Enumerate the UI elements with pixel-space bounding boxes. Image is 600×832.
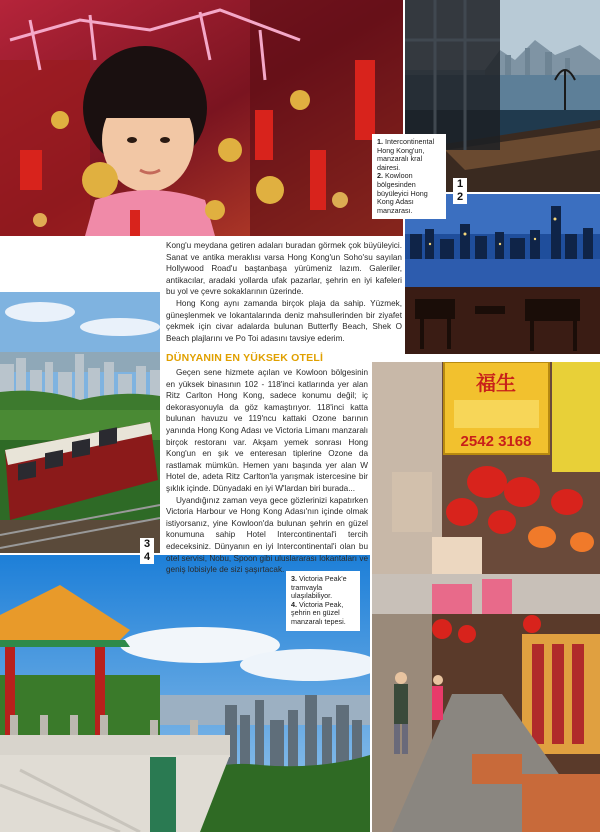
photo-number-1-2 [453, 178, 467, 204]
caption-1-number: 1. [377, 137, 383, 146]
photo-market-street [372, 574, 600, 832]
article-paragraph: Geçen sene hizmete açılan ve Kowloon bölgesinin en yüksek binasının 102 - 118'inci katlarında yer alan Ritz Carlton Hong Kong, sadece konumu değil; iç dekorasyonuyla da göz kamaştırıyor. 118'inci katta bulunan havuzu ve 119'ncu kattaki Ozone barının yanında Hong Kong Adası ve Victoria Limanı manzaralı birçok restoranı var. Akşam yemek sonrası Hong Kong'un en şık ve enteresan tiplerine Ozone da rastlamak mümkün. Hemen yanı başında yer alan W Hotel de, adeta Ritz Carlton'la yarışmak istercesine bir şıklık içinde. Dünyadaki en iyi W'lardan biri burada... [166, 368, 368, 493]
photo-girl-with-ornaments [0, 0, 403, 236]
photo-number-1: 1 [456, 178, 464, 190]
sign-phone-number: 2542 3168 [460, 433, 532, 450]
caption-3-number: 3. [291, 574, 297, 583]
photo-number-2: 2 [456, 191, 464, 203]
caption-2-text: Kowloon bölgesinden büyüleyici Hong Kong Adası manzarası. [377, 171, 428, 215]
caption-1-text: Intercontinental Hong Kong'un, manzaralı kral dairesi. [377, 137, 435, 172]
photo-number-3-4 [140, 538, 154, 564]
photo-caption-1-2 [372, 134, 446, 219]
photo-peak-tram [0, 410, 160, 553]
article-paragraph: Kong'u meydana getiren adaları buradan görmek çok büyüleyici. Sanat ve antika meraklısı varsa Hong Kong'un Soho'su sayılan Hollywood Road'u baştanbaşa yürümeniz lazım. Galeriler, antikacılar, aradaki yollarda ufak pazarlar, şehrin en iyi kafeleri bu yol ve çevre sokaklarının üzerinde. [166, 241, 402, 297]
photo-number-3: 3 [143, 538, 151, 550]
section-heading: DÜNYANIN EN YÜKSEK OTELİ [166, 352, 324, 364]
photo-street-sign-lanterns [372, 362, 600, 574]
article-main [166, 367, 368, 576]
article-paragraph: Uyandığınız zaman veya gece gözlerinizi kapatırken Victoria Harbour ve Hong Kong Adası'nın içinde olmak istiyorsanız, yine Kowloon'da bulunan şehrin en güzel konumuna sahip Hotel Intercontinental'i tercih edeceksiniz. Dünyanın en iyi Intercontinental'i olan bu otel servisi, Nobu, Spoon gibi uluslararası lokantaları ve geniş lobisiyle de sizi şaşırtacak. [166, 495, 368, 575]
caption-3-text: Victoria Peak'e tramvayla ulaşılabiliyor. [291, 574, 347, 601]
article-paragraph: Hong Kong aynı zamanda birçok plaja da sahip. Yüzmek, güneşlenmek ve lokantalarında deniz mahsullerinden bir ziyafet çekmek için civar adalarda bulunan Butterfly Beach, Shek O Beach plajlarını ve Po Toi adasını tavsiye ederim. [166, 298, 402, 343]
sign-characters: 福生 [476, 371, 516, 395]
photo-number-4: 4 [143, 551, 151, 563]
photo-city-skyline-day [0, 292, 160, 410]
photo-caption-3-4 [286, 571, 360, 631]
caption-4-text: Victoria Peak, şehrin en güzel manzaralı tepesi. [291, 599, 346, 626]
caption-4-number: 4. [291, 599, 297, 609]
article-intro [166, 240, 402, 344]
caption-2-number: 2. [377, 171, 383, 181]
